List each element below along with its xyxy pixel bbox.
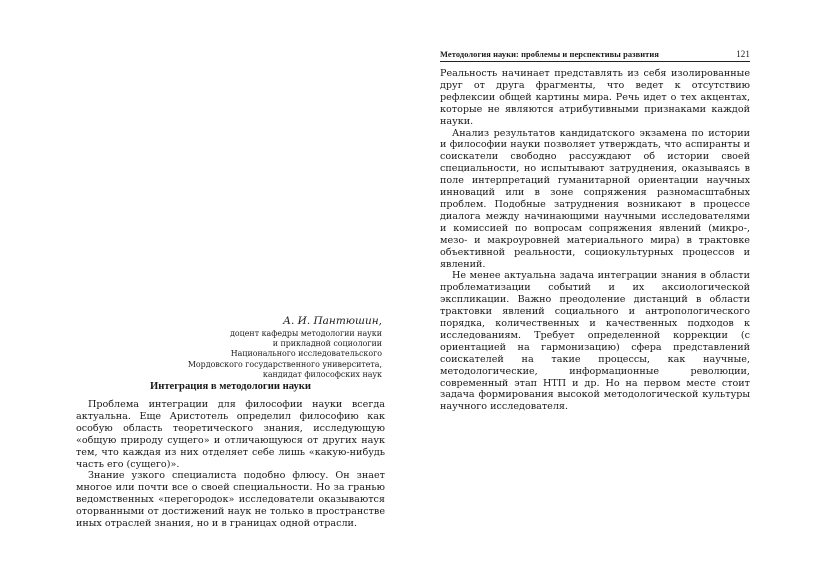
author-affiliation-line: доцент кафедры методологии науки — [230, 329, 382, 338]
author-affiliation-line: кандидат философских наук — [262, 369, 382, 379]
author-affiliation-line: Национального исследовательского — [230, 349, 382, 359]
left-body-text — [76, 399, 385, 530]
article-title: Интеграция в методологии науки — [150, 381, 311, 392]
right-body-text — [440, 68, 750, 413]
paragraph: Реальность начинает представлять из себя изолированные друг от друга фрагменты, что ведет к отсутствию рефлексии общей картины мира. Речь идет о тех акцентах, которые не являются атрибутивными признаками каждой науки. — [440, 68, 750, 127]
author-block — [150, 314, 382, 380]
paragraph: Проблема интеграции для философии науки всегда актуальна. Еще Аристотель определил философию как особую область теоретического знания, исследующую «общую природу сущего» и отличающуюся от других наук тем, что каждая из них отделяет себе лишь «какую-нибудь часть его (сущего)». — [76, 399, 385, 470]
paragraph: Анализ результатов кандидатского экзамена по истории и философии науки позволяет утверждать, что аспиранты и соискатели свободно рассуждают об истории своей специальности, но испытывают затруднения, оказываясь в поле интерпретаций гуманитарной ориентации научных инноваций или в зоне сопряжения разномасштабных проблем. Подобные затруднения возникают в процессе диалога между начинающими научными исследователями и комиссией по вопросам сопряжения явлений (микро-, мезо- и макроуровней материального мира) в трактовке объективной реальности, социокультурных процессов и явлений. — [440, 127, 750, 270]
author-affiliation-line: Мордовского государственного университета, — [187, 359, 382, 369]
running-header-title: Методология науки: проблемы и перспективы развития — [440, 50, 659, 59]
author-affiliation-line: и прикладной социологии — [272, 339, 382, 349]
author-name: А. И. Пантюшин, — [283, 315, 382, 327]
paragraph: Знание узкого специалиста подобно флюсу. Он знает многое или почти все о своей специальности. Но за гранью ведомственных «перегородок» исследователи оказываются оторванными от достижений наук не только в пространстве иных отраслей знания, но и в границах одной отрасли. — [76, 470, 385, 530]
running-header — [440, 49, 750, 62]
right-page — [410, 0, 820, 580]
paragraph: Не менее актуальна задача интеграции знания в области проблематизации событий и их аксиологической экспликации. Важно преодоление дистанций в области трактовки явлений социального и антропологического порядка, количественных и качественных подходов к исследованиям. Требует определенной коррекции (с ориентацией на гармонизацию) сфера представлений соискателей на такие процессы, как научные, методологические, информационные революции, современный этап НТП и др. Но на первом месте стоит задача формирования высокой методологической культуры научного исследователя. — [440, 270, 750, 413]
page-number: 121 — [736, 49, 750, 59]
